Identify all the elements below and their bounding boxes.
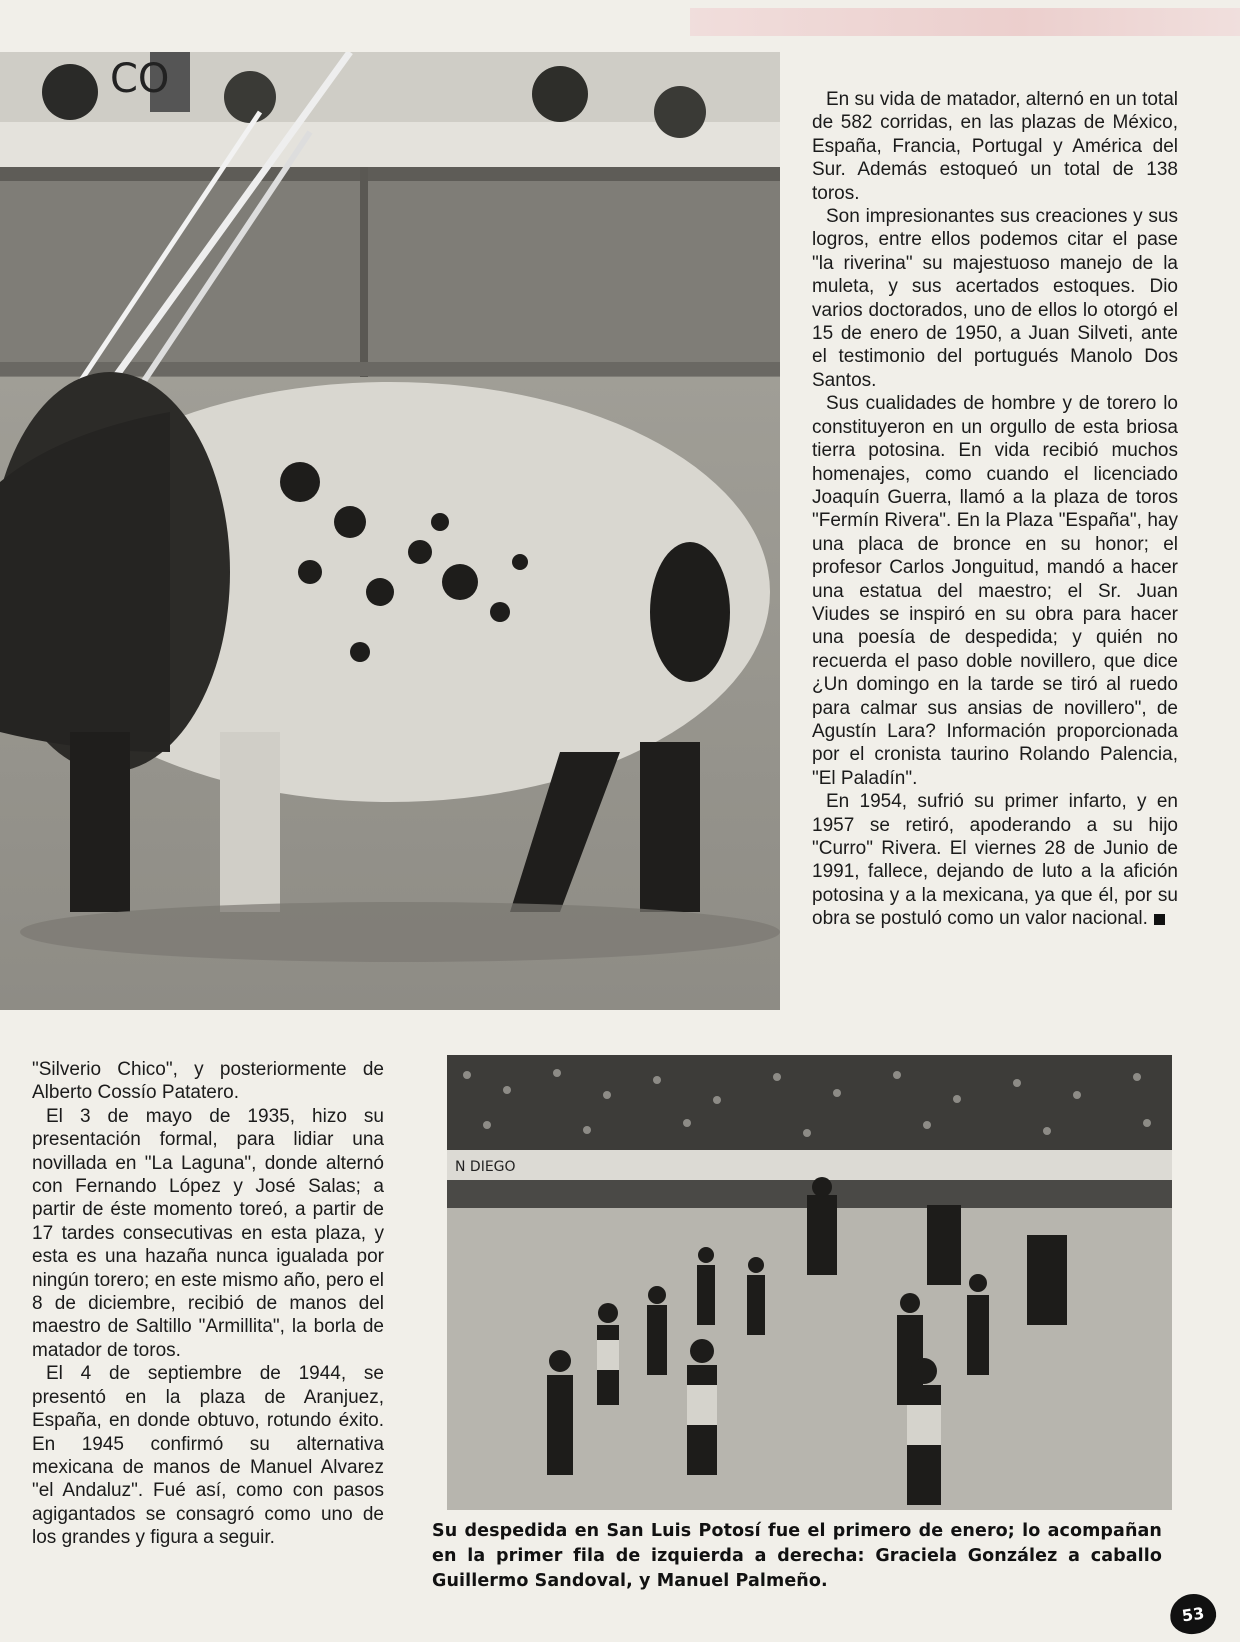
paragraph-final-text: En 1954, sufrió su primer infarto, y en 1957 se retiró, apoderando a su hijo "Curro" Rivera. El viernes 28 de Junio de 1991, fallece, dejando de luto a la afición potosina y a la mexicana, ya que él, por su obra se postuló como un valor nacional. bbox=[812, 791, 1178, 930]
paragraph: Son impresionantes sus creaciones y sus logros, entre ellos podemos citar el pase "la riverina" su majestuoso manejo de la muleta, y sus acertados estoques. Dio varios doctorados, uno de ellos lo otorgó el 15 de enero de 1950, a Juan Silveti, ante el testimonio del portugués Manolo Dos Santos. bbox=[812, 206, 1178, 391]
photo-caption: Su despedida en San Luis Potosí fue el primero de enero; lo acompañan en la primer fila de izquierda a derecha: Graciela González a caballo Guillermo Sandoval, y Manuel Palmeño. bbox=[432, 1521, 1162, 1591]
paragraph: Sus cualidades de hombre y de torero lo constituyeron en un orgullo de esta briosa tierra potosina. En vida recibió muchos homenajes, como cuando el licenciado Joaquín Guerra, llamó a la plaza de toros "Fermín Rivera". En la Plaza "España", hay una placa de bronce en su honor; el profesor Carlos Jonguitud, mandó a hacer una estatua del maestro; el Sr. Juan Viudes se inspiró en su obra para hacer una poesía de despedida; y quién no recuerda el paso doble novillero, que dice ¿Un domingo en la tarde se tiró al ruedo para calmar sus ansias de novillero", de Agustín Lara? Información proporcionada por el cronista taurino Rolando Palencia, "El Paladín". bbox=[812, 393, 1178, 789]
bull-photo bbox=[0, 52, 780, 1010]
paragraph-final bbox=[812, 790, 1178, 930]
paragraph: En su vida de matador, alternó en un total de 582 corridas, en las plazas de México, España, Francia, Portugal y América del Sur. Además estoqueó un total de 138 toros. bbox=[812, 89, 1178, 204]
stands-sign-text: CO bbox=[110, 56, 170, 102]
page-number: 53 bbox=[1167, 1591, 1218, 1637]
end-of-article-mark bbox=[1154, 914, 1165, 925]
paragraph: El 4 de septiembre de 1944, se presentó en la plaza de Aranjuez, España, en donde obtuvo, rotundo éxito. En 1945 confirmó su alternativa mexicana de manos de Manuel Alvarez "el Andaluz". Fué así, como con pasos agigantados se consagró como uno de los grandes y figura a seguir. bbox=[32, 1363, 384, 1549]
article-left-column bbox=[32, 1058, 384, 1550]
paragraph: El 3 de mayo de 1935, hizo su presentación formal, para lidiar una novillada en "La Laguna", donde alternó con Fernando López y José Salas; a partir de éste momento toreó, a partir de 17 tardes consecutivas en esta plaza, y esta es una hazaña nunca igualada por ningún torero; en este mismo año, pero el 8 de diciembre, recibió de manos del maestro de Saltillo "Armillita", la borla de matador de toros. bbox=[32, 1105, 384, 1361]
article-right-column bbox=[812, 88, 1178, 931]
paragraph: "Silverio Chico", y posteriormente de Alberto Cossío Patatero. bbox=[32, 1059, 384, 1104]
crowd-arena-photo bbox=[447, 1055, 1172, 1510]
arena-sign-text: N DIEGO bbox=[455, 1159, 516, 1175]
top-color-strip bbox=[690, 8, 1240, 36]
